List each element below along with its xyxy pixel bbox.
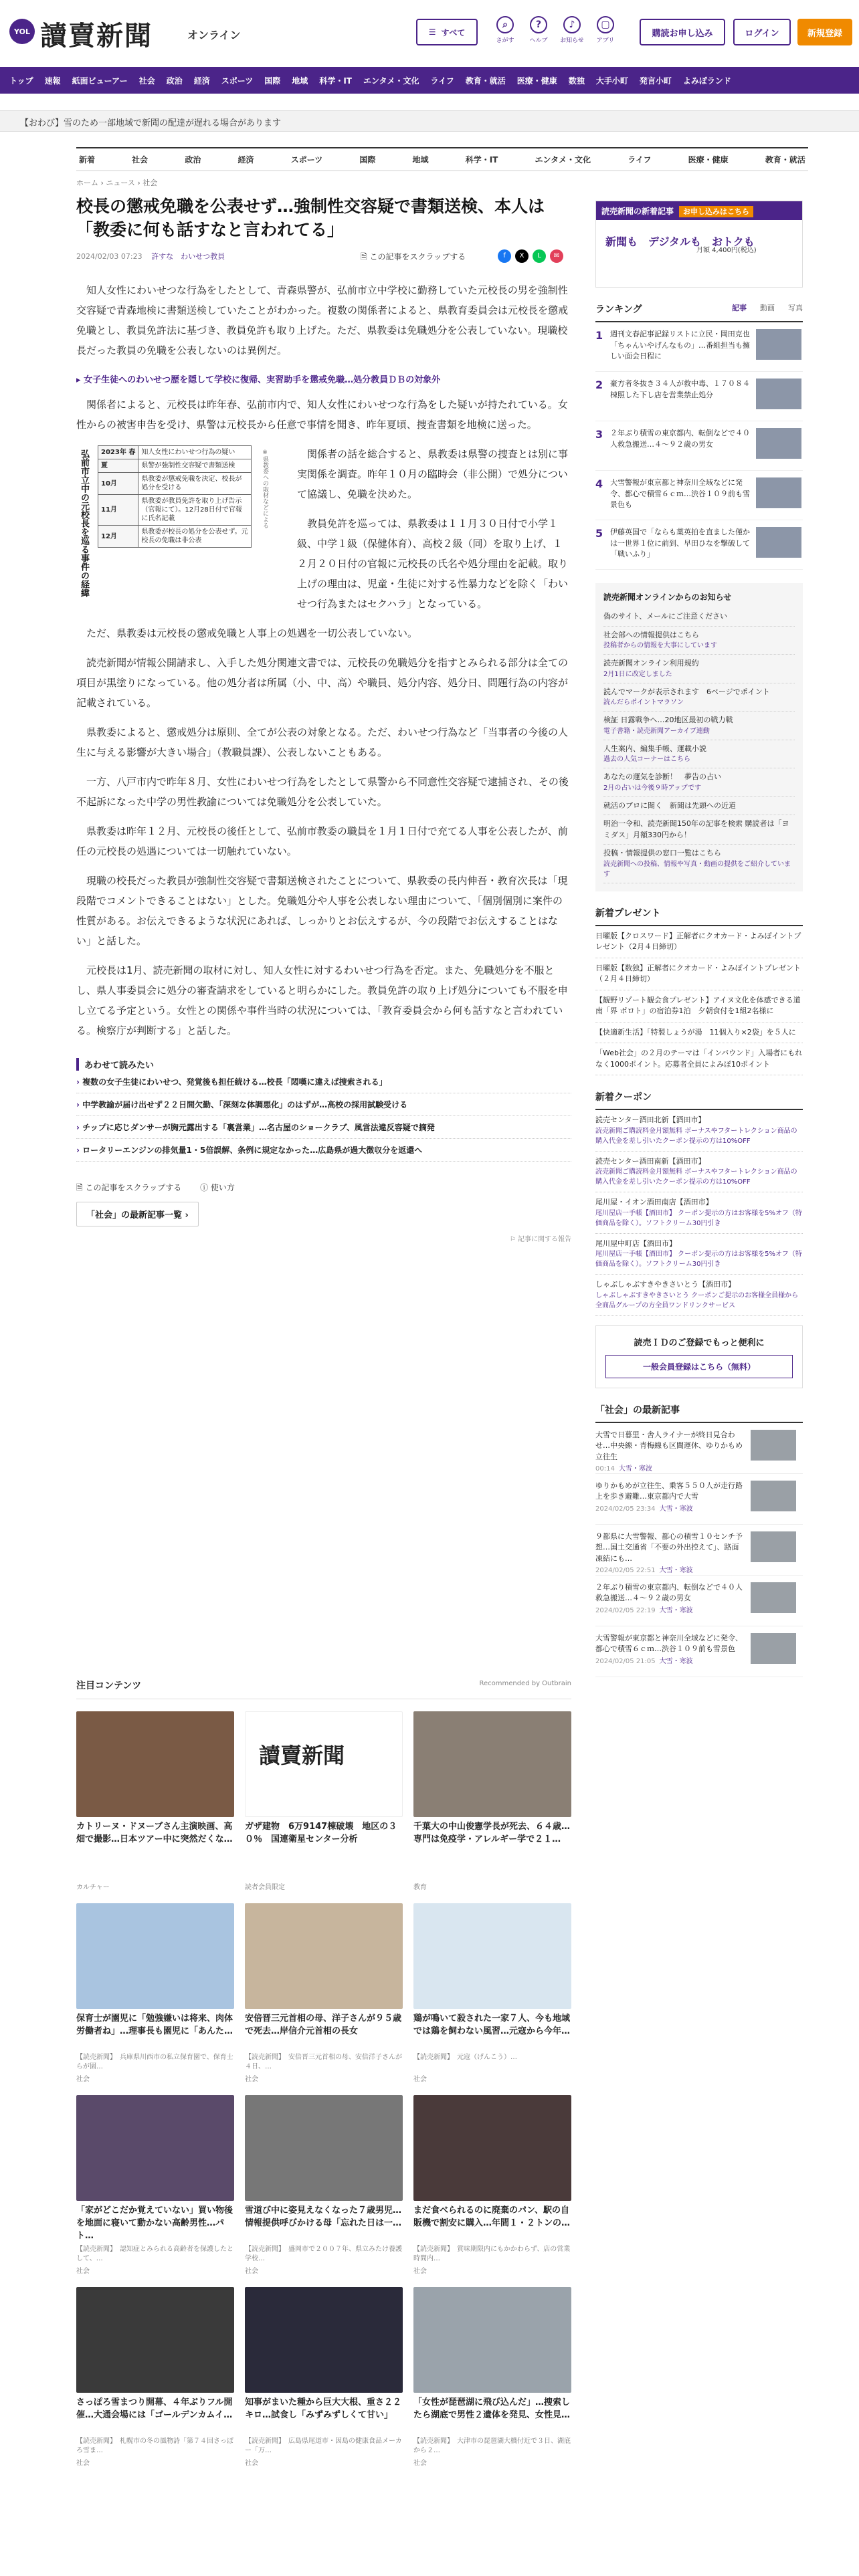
subnav-item[interactable]: 経済 xyxy=(237,155,254,165)
notice-item-title: 就活のプロに聞く 新聞は先頭への近道 xyxy=(603,800,736,810)
help-icon: ⓘ xyxy=(200,1183,211,1192)
card-category: 社会 xyxy=(245,2076,258,2083)
card-snippet: 【読売新聞】 盛岡市で２００７年、県立みたけ養護学校… xyxy=(245,2246,402,2262)
app-icon: ▢ xyxy=(597,16,614,33)
present-item-title: 日曜版【クロスワード】正解者にクオカード・よみぽイントプレゼント（2月４日締切） xyxy=(595,931,801,951)
paragraph: ただ、県教委は元校長の懲戒免職と人事上の処遇を一切公表していない。 xyxy=(86,627,418,639)
table-row: 11月 県教委が教員免許を取り上げ告示（官報にて）。12月28日付で官報に氏名記載 xyxy=(98,495,252,526)
card-thumbnail[interactable] xyxy=(76,2095,234,2201)
recommended-card[interactable] xyxy=(76,1711,234,1891)
report-link[interactable]: ⚐ 記事に関する報告 xyxy=(509,1236,571,1243)
recommended-card[interactable] xyxy=(76,2095,234,2275)
x-icon[interactable]: X xyxy=(515,249,529,263)
subnav-item[interactable]: 政治 xyxy=(185,155,201,165)
article-tag[interactable]: 許すな わいせつ教員 xyxy=(151,252,225,261)
register-button[interactable]: 新規登録 xyxy=(797,19,852,45)
notice-item-sub: 電子書籍・読売新聞アーカイブ連動 xyxy=(603,727,710,735)
subscribe-button[interactable]: 購読お申し込み xyxy=(640,19,725,45)
scrap-link[interactable]: 🗎 この記事をスクラップする xyxy=(361,252,466,261)
card-thumbnail[interactable] xyxy=(413,2095,571,2201)
nav-item[interactable]: 速報 xyxy=(44,76,61,86)
present-item-title: 【観野リゾート観会食プレゼント】アイヌ文化を体感できる道南「界 ポロト」の宿泊券1泊 夕朝食付を1組2名様に xyxy=(595,995,801,1015)
card-title[interactable]: 千葉大の中山俊憲学長が死去、６４歳…専門は免疫学・アレルギー学で２１… xyxy=(413,1822,571,1844)
card-title[interactable]: 保育士が園児に「勉強嫌いは将来、肉体労働者ね」…理事長も園児に「あんた… xyxy=(76,2014,233,2036)
card-thumbnail[interactable] xyxy=(245,2287,403,2393)
recommended-card[interactable] xyxy=(76,1903,234,2083)
line-icon[interactable]: L xyxy=(533,249,546,263)
latest-date xyxy=(595,1566,744,1576)
nav-item[interactable]: スポーツ xyxy=(221,76,254,86)
rank-title[interactable]: 大雪警報が東京都と神奈川全域などに発令、都心で積雪６ｃｍ…渋谷１０９前も雪景色も xyxy=(610,478,750,509)
flag-icon: ⚐ xyxy=(509,1236,518,1243)
login-promo xyxy=(595,1325,803,1388)
recommended-heading: 注目コンテンツ Recommended by Outbrain xyxy=(76,1679,571,1699)
tab-articles[interactable]: 記事 xyxy=(732,304,747,312)
also-read-heading: あわせて読みたい xyxy=(76,1058,571,1071)
coupon-item-title: 尾川屋・イオン酒田南店【酒田市】 xyxy=(595,1198,713,1206)
card-snippet: 【読売新聞】 元寇（げんこう）… xyxy=(413,2054,517,2061)
also-read-item[interactable]: › チップに応じダンサーが胸元露出する「裏営業」…名古屋のショークラブ、風営法違反容疑で摘発 xyxy=(76,1116,571,1139)
recommended-card[interactable] xyxy=(245,1903,403,2083)
coupon-item-title: 尾川屋中町店【酒田市】 xyxy=(595,1239,676,1248)
ranking-heading: ランキング 記事 動画 写真 xyxy=(595,302,803,322)
notice-item-sub: 読んだらポイントマラソン xyxy=(603,699,684,706)
notice-item[interactable] xyxy=(603,627,795,655)
notice-item-title: 検証 日露戦争へ…20地区最初の戦力戦 xyxy=(603,716,733,724)
paragraph: 知人女性にわいせつな行為をしたとして、青森県警が、弘前市立中学校に勤務していた元校長の男を強制性交容疑で青森地検に書類送検していたことがわかった。複数の関係者によると、県教育委員会は元校長を懲戒免職とし、教員免許法に基づき、教員免許も取り上げた。ただ、県教委は免職処分を公表していない。現職校長だった教員の免職を公表しないのは異例だ。 xyxy=(76,284,569,356)
card-snippet: 【読売新聞】 大津市の琵琶湖大橋付近で３日、湖底から２… xyxy=(413,2438,571,2454)
recommended-grid xyxy=(76,1711,571,2467)
paragraph: 教員免許を巡っては、県教委は１１月３０日付で小学１級、中学１級（保健体育）、高校２級（同）を取り上げ、１２月２０日付の官報に元校長の氏名や処分理由を記載。取り上げの理由は、児童・生徒に対する性暴力などを除く「わいせつ行為またはセクハラ」となっている。 xyxy=(297,518,569,610)
notice-item-title: 読んでマークが表示されます 6ページでポイント xyxy=(603,687,770,696)
latest-text xyxy=(595,1531,744,1574)
latest-item[interactable] xyxy=(595,1423,803,1474)
paragraph: 元校長は1月、読売新聞の取材に対し、知人女性に対するわいせつ行為を否定。また、免職処分を不服とし、県人事委員会に処分の審査請求をしていると明らかにした。教員免許の取り上げ処分についても不服を申し立てる予定という。女性との関係や事件当時の状況については、「教育委員会から何も話すなと言われている。検察庁が判断する」と話した。 xyxy=(76,964,568,1037)
paragraph: 読売新聞が情報公開請求し、入手した処分関連文書では、元校長の免職処分を指すとみられる部分は全ての項目が黒塗りになっている。他の処分者は所属（小、中、高）や職員、処分内容、処分日、問題行為の内容が記載されている。 xyxy=(76,657,569,709)
login-promo-text: 読売ＩＤのご登録でもっと便利に xyxy=(634,1337,765,1348)
site-header xyxy=(0,0,859,62)
nav-item[interactable]: 紙面ビューアー xyxy=(72,76,128,86)
notice-item[interactable] xyxy=(603,712,795,740)
nav-item[interactable]: 経済 xyxy=(193,76,210,86)
table-row: 夏 県警が強制性交容疑で書類送検 xyxy=(98,459,252,473)
coupon-item-sub: 尾川屋店一手帳【酒田市】 クーポン提示の方はお客様を5%オフ（特価商品を除く）。ソフトクリーム30円引き xyxy=(595,1209,802,1227)
ad-badge: お申し込みはこちら xyxy=(679,206,753,217)
howto-link[interactable]: ⓘ 使い方 xyxy=(200,1183,235,1192)
notice-item[interactable] xyxy=(603,655,795,683)
card-thumbnail[interactable] xyxy=(245,1711,403,1817)
article xyxy=(76,177,571,1243)
rank-thumbnail[interactable] xyxy=(756,379,801,409)
card-snippet: 【読売新聞】 賞味期限内にもかかわらず、店の営業時間内… xyxy=(413,2246,571,2262)
latest-thumbnail[interactable] xyxy=(751,1633,796,1664)
notice-heading: 読売新聞オンラインからのお知らせ xyxy=(603,593,732,602)
present-item-title: 「Web社会」の２月のテーマは「インバウンド」入場者にもれなく1000ポイント。応募者全員によみぽ10ポイント xyxy=(595,1049,803,1069)
coupon-item[interactable] xyxy=(595,1110,803,1152)
subnav-item[interactable]: 医療・健康 xyxy=(688,155,729,165)
rank-thumbnail[interactable] xyxy=(756,329,801,360)
card-snippet xyxy=(245,1861,403,1880)
subnav-item[interactable]: エンタメ・文化 xyxy=(535,155,591,165)
card-title[interactable]: 鶏が鳴いて殺された一家７人、今も地域では鶏を飼わない風習…元寇から今年… xyxy=(413,2014,571,2036)
nav-item[interactable]: 発言小町 xyxy=(639,76,672,86)
article-actions xyxy=(76,1182,571,1202)
coupon-item-sub: 尾川屋店一手帳【酒田市】 クーポン提示の方はお客様を5%オフ（特価商品を除く）。ソフトクリーム30円引き xyxy=(595,1251,802,1268)
notice-item-sub: 2月の占いは今後９時アップです xyxy=(603,784,701,792)
present-item[interactable] xyxy=(595,926,803,958)
notice-item-sub: 読売新聞への投稿、情報や写真・動画の提供をご紹介しています xyxy=(603,860,791,878)
present-item[interactable] xyxy=(595,1043,803,1075)
latest-title[interactable]: 大雪警報が東京都と神奈川全域などに発令、都心で積雪６ｃｍ…渋谷１０９前も雪景色 xyxy=(595,1633,743,1653)
nav-item[interactable]: 数独 xyxy=(568,76,585,86)
article-title: 校長の懲戒免職を公表せず…強制性交容疑で書類送検、本人は「教委に何も話すなと言われてる」 xyxy=(76,197,545,239)
notice-item[interactable] xyxy=(603,768,795,797)
subnav-item[interactable]: 社会 xyxy=(132,155,149,165)
latest-thumbnail[interactable] xyxy=(751,1582,796,1613)
card-thumbnail[interactable] xyxy=(413,1711,571,1817)
latest-date-value: 2024/02/05 22:51 xyxy=(595,1567,656,1574)
menu-label: すべて xyxy=(441,27,466,37)
latest-title[interactable]: ゆりかもめが立往生、乗客５５０人が走行路上を歩き避難…東京都内で大雪 xyxy=(595,1481,743,1501)
card-snippet: 【読売新聞】 認知症とみられる高齢者を保護したとして、… xyxy=(76,2246,233,2262)
coupon-item[interactable] xyxy=(595,1152,803,1193)
rank-number: 3 xyxy=(595,428,603,441)
notice-item-title: あなたの運気を診断！ 夢告の占い xyxy=(603,772,721,781)
nav-item[interactable]: 医療・健康 xyxy=(516,76,557,86)
coupon-item-sub: しゃぶしゃぶすきやきさいとう クーポンご提示のお客様全員様から全商品グループの方全員ワンドリンクサービス xyxy=(595,1291,799,1309)
rank-thumbnail[interactable] xyxy=(756,527,801,558)
notice-item-sub: 2月1日に改定しました xyxy=(603,670,672,678)
coupon-item[interactable] xyxy=(595,1234,803,1275)
card-snippet: 【読売新聞】 札幌市の冬の風物詩「第７４回さっぽろ雪ま… xyxy=(76,2438,233,2454)
latest-item[interactable] xyxy=(595,1525,803,1576)
table-caption: 弘前市立中の元校長を巡る事件の経緯 xyxy=(79,449,89,597)
card-thumbnail[interactable] xyxy=(76,1711,234,1817)
latest-category[interactable]: 大雪・寒波 xyxy=(618,1465,652,1473)
card-category: 社会 xyxy=(76,2076,90,2083)
notice-item-title: 社会部への情報提供はこちら xyxy=(603,630,699,639)
latest-title[interactable]: ９都県に大雪警報、都心の積雪１０センチ予想…国土交通省「不要の外出控えて」、路面凍結にも… xyxy=(595,1531,743,1563)
ranking-list xyxy=(595,322,803,570)
rank-number: 2 xyxy=(595,379,603,391)
coupon-heading: 新着クーポン xyxy=(595,1090,803,1110)
card-category: 社会 xyxy=(245,2460,258,2467)
site-logo[interactable]: 讀賣新聞 xyxy=(40,20,153,51)
also-read-item[interactable]: › ロータリーエンジンの排気量1・5倍誤解、条例に規定なかった…広島県が過大徴収分を返還へ xyxy=(76,1139,571,1162)
alert-banner[interactable]: 【おわび】雪のため一部地域で新聞の配達が遅れる場合があります xyxy=(0,110,859,132)
ranking-item[interactable] xyxy=(595,372,803,421)
latest-item[interactable] xyxy=(595,1576,803,1626)
coupon-item[interactable] xyxy=(595,1275,803,1316)
card-snippet xyxy=(76,1861,234,1880)
latest-date-value: 2024/02/05 22:19 xyxy=(595,1606,656,1614)
recommended-card[interactable] xyxy=(413,2287,571,2467)
subnav-item[interactable]: 地域 xyxy=(412,155,429,165)
latest-thumbnail[interactable] xyxy=(751,1531,796,1562)
paragraph: 関係者の話を総合すると、県教委は県警の捜査とは別に事実関係を調査。昨年１０月の臨時会（非公開）で処分について協議し、免職を決めた。 xyxy=(297,448,569,500)
notice-item-title: 読売新聞オンライン利用規約 xyxy=(603,659,699,667)
card-title[interactable]: 知事がまいた種から巨大大根、重さ２２キロ…試食し「みずみずしくて甘い」 xyxy=(245,2397,402,2420)
article-meta xyxy=(76,251,571,271)
card-thumbnail[interactable] xyxy=(245,2095,403,2201)
nav-item[interactable]: 科学・IT xyxy=(319,76,352,86)
recommended-card[interactable] xyxy=(76,2287,234,2467)
hamburger-icon: ☰ xyxy=(428,27,436,37)
rank-title[interactable]: ２年ぶり積雪の東京都内、転倒などで４０人救急搬送…４～９２歳の男女 xyxy=(610,429,750,449)
facebook-icon[interactable]: f xyxy=(498,249,511,263)
card-thumbnail[interactable] xyxy=(245,1903,403,2009)
card-category: 社会 xyxy=(76,2460,90,2467)
notice-item[interactable] xyxy=(603,683,795,712)
rank-number: 4 xyxy=(595,477,603,490)
tab-videos[interactable]: 動画 xyxy=(760,304,775,312)
notice-item[interactable] xyxy=(603,815,795,845)
latest-text xyxy=(595,1582,744,1619)
help-icon: ? xyxy=(530,16,547,33)
card-category: 教育 xyxy=(413,1884,427,1891)
notification-button[interactable]: ♪ お知らせ xyxy=(557,16,587,44)
subnav-item[interactable]: スポーツ xyxy=(290,155,323,165)
logo-mark[interactable]: YOL xyxy=(9,19,35,44)
table-row: 12月 県教委が校長の処分を公表せず。元校長の免職は非公表 xyxy=(98,526,252,548)
notice-item-sub: 過去の人気コーナーはこちら xyxy=(603,756,690,763)
rank-thumbnail[interactable] xyxy=(756,428,801,459)
coupon-item-title: 読売センター酒田南新【酒田市】 xyxy=(595,1156,706,1166)
also-read-item[interactable]: › 中学教諭が届け出せず２２日間欠勤、「深刻な体調悪化」のはずが…高校の採用試験受ける xyxy=(76,1093,571,1116)
latest-thumbnail[interactable] xyxy=(751,1430,796,1461)
recommended-card[interactable] xyxy=(245,2287,403,2467)
global-nav xyxy=(0,67,859,94)
card-title[interactable]: まだ食べられるのに廃棄のパン、駅の自販機で割安に購入…年間１・２トンの… xyxy=(413,2206,571,2228)
latest-date-value: 00:14 xyxy=(595,1465,615,1473)
card-title[interactable]: カトリーヌ・ドヌーブさん主演映画、高畑で撮影…日本ツアー中に突然だくな… xyxy=(76,1822,233,1844)
nav-item[interactable]: 政治 xyxy=(166,76,183,86)
rank-title[interactable]: 伊藤英国で「ならも薬英拍を直ました僅かは一世界１位に前到、早田ひなを撃破して「戦いふり」 xyxy=(610,528,750,558)
latest-articles-button[interactable]: 「社会」の最新記事一覧 › xyxy=(76,1202,199,1226)
card-snippet: 【読売新聞】 広島県尾道市・因島の健康食品メーカー「万… xyxy=(245,2438,402,2454)
latest-category[interactable]: 大雪・寒波 xyxy=(659,1567,693,1574)
subnav-item[interactable]: 新着 xyxy=(79,155,96,165)
paragraph: 現職の校長だった教員が強制性交容疑で書類送検されたことについて、県教委の長内伸吾・教育次長は「現段階でコメントできることはない」とした。免職処分や人事を公表しない理由について、「個別個別に案件の性質がある。お伝えできるような状況にあれば、しっかりとお伝えするが、今の段階でお伝えすることはない」と話した。 xyxy=(76,875,568,947)
latest-title[interactable]: 大雪で日暮里・舎人ライナーが終日見合わせ…中央線・青梅線も区間運休、ゆりかもめ立往生 xyxy=(595,1430,743,1461)
coupon-item-title: 読売センター酒田北新【酒田市】 xyxy=(595,1115,706,1124)
present-item[interactable] xyxy=(595,958,803,990)
search-icon: ⌕ xyxy=(496,16,514,33)
coupon-item[interactable] xyxy=(595,1192,803,1234)
ranking-tabs xyxy=(719,302,803,313)
subnav-item[interactable]: 国際 xyxy=(359,155,376,165)
ad-price: 月額 4,400円(税込) xyxy=(696,247,757,254)
ranking-item[interactable] xyxy=(595,421,803,471)
notice-item-title: 偽のサイト、メールにご注意ください xyxy=(603,612,728,621)
coupon-item-sub: 読売新聞ご購読料金月額無料 ボーナスやフタートレクション商品の購入代金を差し引いたクーポン提示の方は10%OFF xyxy=(595,1127,797,1145)
bell-icon: ♪ xyxy=(563,16,581,33)
sub-nav xyxy=(76,147,808,171)
card-snippet: 【読売新聞】 安倍晋三元首相の母、安倍洋子さんが４日、… xyxy=(245,2054,402,2070)
subnav-item[interactable]: 科学・IT xyxy=(465,155,498,165)
latest-item[interactable] xyxy=(595,1626,803,1677)
card-category: 読者会員限定 xyxy=(245,1884,285,1891)
card-title[interactable]: 雪道び中に姿見えなくなった７歳男児…情報提供呼びかける母「忘れた日は一… xyxy=(245,2206,402,2228)
card-category: カルチャー xyxy=(76,1884,110,1891)
rank-number: 1 xyxy=(595,329,603,342)
latest-date-value: 2024/02/05 21:05 xyxy=(595,1657,656,1665)
present-item-title: 【快適新生活】「特製しょうが湯 11個入り×2袋」を５人に xyxy=(595,1027,796,1037)
nav-item[interactable]: 社会 xyxy=(138,76,155,86)
ranking-item[interactable] xyxy=(595,322,803,372)
card-category: 社会 xyxy=(245,2268,258,2275)
card-thumbnail[interactable] xyxy=(413,1903,571,2009)
paragraph: 県教委によると、懲戒処分は原則、全てが公表の対象となる。ただ、わいせつ行為など「当事者の今後の人生に与える影響が大きい場合」（教職員課）、公表しないこともある。 xyxy=(76,726,569,758)
recommended-section xyxy=(76,1679,571,2467)
breadcrumb[interactable]: ホーム › ニュース › 社会 xyxy=(76,179,158,187)
latest-text xyxy=(595,1430,744,1473)
latest-date xyxy=(595,1504,744,1514)
recommended-card[interactable] xyxy=(413,1711,571,1891)
card-category: 社会 xyxy=(413,2268,427,2275)
table-row: 10月 県教委が懲戒免職を決定、校長が処分を受ける xyxy=(98,473,252,495)
notice-item[interactable] xyxy=(603,608,795,627)
rank-thumbnail[interactable] xyxy=(756,477,801,508)
card-title[interactable]: ガザ建物 6万9147棟破壊 地区の３０％ 国連衛星センター分析 xyxy=(245,1822,397,1844)
also-read-item[interactable]: › 複数の女子生徒にわいせつ、発覚後も担任続ける…校長「悶嘆に違えば捜索される」 xyxy=(76,1071,571,1093)
card-category: 社会 xyxy=(76,2268,90,2275)
notice-item-title: 人生案内、編集手帳、運載小説 xyxy=(603,744,706,753)
card-category: 社会 xyxy=(413,2460,427,2467)
coupon-item-sub: 読売新聞ご購読料金月額無料 ボーナスやフタートレクション商品の購入代金を差し引いたクーポン提示の方は10%OFF xyxy=(595,1168,797,1186)
notice-item-title: 投稿・情報提供の窓口一覧はこちら xyxy=(603,849,721,857)
search-button[interactable]: ⌕ さがす xyxy=(490,16,520,44)
card-thumbnail[interactable] xyxy=(76,2287,234,2393)
outbrain-credit[interactable]: Recommended by Outbrain xyxy=(479,1680,571,1687)
present-heading: 新着プレゼント xyxy=(595,906,803,926)
mail-icon[interactable]: ✉ xyxy=(550,249,563,263)
coupon-item-title: しゃぶしゃぶすきやきさいとう【酒田市】 xyxy=(595,1280,735,1289)
latest-item[interactable] xyxy=(595,1474,803,1525)
paragraph: 県教委は昨年１２月、元校長の後任として、弘前市教委の職員を１月１日付で充てる人事を公表したが、前任の元校長の処遇については一切触れていない。 xyxy=(76,825,568,857)
recommended-card[interactable] xyxy=(413,2095,571,2275)
latest-date-value: 2024/02/05 23:34 xyxy=(595,1505,656,1513)
login-button[interactable]: ログイン xyxy=(733,19,791,45)
subnav-item[interactable]: ライフ xyxy=(628,155,652,165)
free-register-button[interactable]: 一般会員登録はこちら（無料） xyxy=(605,1355,793,1378)
card-thumbnail[interactable] xyxy=(76,1903,234,2009)
notice-item-title: 明治一令和、読売新聞150年の記事を検索 購読者は「ヨミダス」月額330円から！ xyxy=(603,819,789,839)
card-logo: 讀賣新聞 xyxy=(259,1743,345,1768)
nav-item[interactable]: 教育・就活 xyxy=(465,76,506,86)
latest-date xyxy=(595,1606,744,1616)
rank-number: 5 xyxy=(595,527,603,540)
latest-category[interactable]: 大雪・寒波 xyxy=(659,1606,693,1614)
nav-item[interactable]: 国際 xyxy=(264,76,281,86)
table-source: ※県教委への取材などによる xyxy=(262,449,268,528)
subscription-ad[interactable] xyxy=(595,201,803,288)
bookmark-icon: 🗎 xyxy=(76,1183,86,1192)
nav-item[interactable]: 地域 xyxy=(292,76,308,86)
notice-box xyxy=(595,583,803,891)
latest-thumbnail[interactable] xyxy=(751,1481,796,1511)
notice-item[interactable] xyxy=(603,797,795,816)
paragraph: 関係者によると、元校長は昨年春、弘前市内で、知人女性にわいせつな行為をした疑いが持たれている。女性からの被害申告を受け、県警は元校長から任意で事情を聞き、昨年夏頃、捜査書類を地検に送った。 xyxy=(76,399,568,431)
site-logo-sub: オンライン xyxy=(187,29,241,41)
card-title[interactable]: 「女性が琵琶湖に飛び込んだ」…捜索したら湖底で男性２遺体を発見、女性見… xyxy=(413,2397,571,2420)
recommended-card[interactable] xyxy=(413,1903,571,2083)
latest-heading: 「社会」の最新記事 xyxy=(595,1403,803,1423)
present-item-title: 日曜版【数独】正解者にクオカード・よみぽイントプレゼント（２月４日締切） xyxy=(595,963,801,983)
subnav-item[interactable]: 教育・就活 xyxy=(765,155,805,165)
card-title[interactable]: 安倍晋三元首相の母、洋子さんが９５歳で死去…岸信介元首相の長女 xyxy=(245,2014,402,2036)
latest-category[interactable]: 大雪・寒波 xyxy=(659,1657,693,1665)
ranking-item[interactable] xyxy=(595,471,803,520)
rank-title[interactable]: 週刊文春記事記録リストに立民・岡田克也「ちゃんいやげんなもの」…番組担当も擁しい面会日程に xyxy=(610,330,750,360)
card-title[interactable]: 「家がどこだか覚えていない」買い物後を地面に寝いて動かない高齢男性…パト… xyxy=(76,2206,233,2241)
nav-item[interactable]: 大手小町 xyxy=(595,76,628,86)
notice-item[interactable] xyxy=(603,845,795,883)
card-title[interactable]: さっぽろ雪まつり開幕、４年ぶりフル開催…大通会場には「ゴールデンカムイ… xyxy=(76,2397,233,2420)
present-item[interactable] xyxy=(595,1023,803,1044)
related-link[interactable]: ▸ 女子生徒へのわいせつ歴を隠して学校に復帰、実習助手を懲戒免職…処分教員ＤＢの対象外 xyxy=(76,375,441,385)
recommended-card[interactable] xyxy=(245,1711,403,1891)
latest-text xyxy=(595,1481,744,1517)
paragraph: 一方、八戸市内で昨年８月、女性にわいせつ行為をしたとして県警から不同意性交容疑で逮捕され、その後不起訴になった中学の男性教諭については免職処分を公表していた。 xyxy=(76,776,569,808)
latest-category[interactable]: 大雪・寒波 xyxy=(659,1505,693,1513)
rank-title[interactable]: 豪方者冬抜き３４人が救中毒、１７０８４棟照した下し店を営業禁止処分 xyxy=(610,379,750,399)
ad-line: 新聞も デジタルも おトクも xyxy=(605,235,755,248)
recommended-card[interactable] xyxy=(245,2095,403,2275)
latest-title[interactable]: ２年ぶり積雪の東京都内、転倒などで４０人救急搬送…４～９２歳の男女 xyxy=(595,1582,743,1602)
card-thumbnail[interactable] xyxy=(413,2287,571,2393)
bookmark-icon: 🗎 xyxy=(361,252,370,261)
timeline-table-figure xyxy=(76,445,284,606)
article-date: 2024/02/03 07:23 xyxy=(76,252,142,261)
timeline-table xyxy=(98,445,252,548)
ranking-item[interactable] xyxy=(595,520,803,570)
nav-item[interactable]: よみぽランド xyxy=(682,76,731,86)
scrap-link-bottom[interactable]: 🗎 この記事をスクラップする xyxy=(76,1183,182,1192)
ad-header: 読売新聞の新着記事 お申し込みはこちら xyxy=(596,201,802,220)
table-row: 2023年 春 知人女性にわいせつ行為の疑い xyxy=(98,446,252,459)
card-category: 社会 xyxy=(413,2076,427,2083)
notice-item-sub: 投稿者からの情報を大事にしています xyxy=(603,642,717,649)
latest-date xyxy=(595,1656,744,1667)
nav-item[interactable]: ライフ xyxy=(430,76,454,86)
latest-date xyxy=(595,1464,744,1474)
help-button[interactable]: ? ヘルプ xyxy=(523,16,554,44)
all-menu-button[interactable] xyxy=(416,19,478,45)
card-snippet xyxy=(413,1861,571,1880)
tab-photos[interactable]: 写真 xyxy=(788,304,803,312)
card-snippet: 【読売新聞】 兵庫県川西市の私立保育園で、保育士らが園… xyxy=(76,2054,233,2070)
app-button[interactable]: ▢ アプリ xyxy=(590,16,621,44)
nav-item[interactable]: トップ xyxy=(9,76,33,86)
sidebar xyxy=(595,201,803,1677)
nav-item[interactable]: エンタメ・文化 xyxy=(363,76,419,86)
latest-text xyxy=(595,1633,744,1670)
present-item[interactable] xyxy=(595,990,803,1023)
notice-item[interactable] xyxy=(603,740,795,769)
